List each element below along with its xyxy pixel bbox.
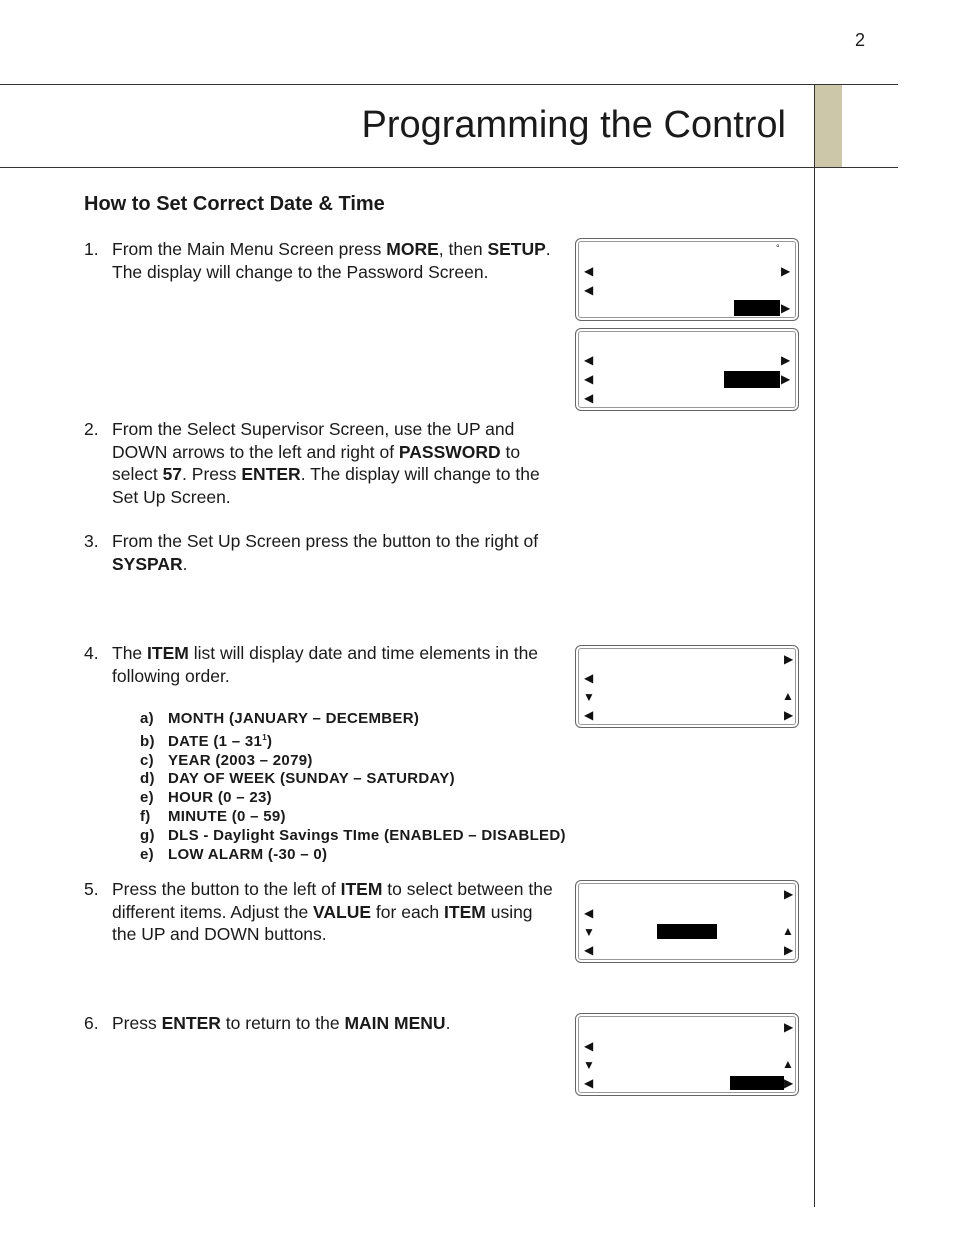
up-arrow-icon: ▲	[782, 689, 794, 703]
highlight-bar	[734, 300, 780, 316]
right-arrow-icon: ▶	[784, 708, 794, 722]
section-tab	[815, 85, 842, 167]
list-item-letter: g)	[140, 826, 155, 844]
section-heading: How to Set Correct Date & Time	[84, 193, 385, 215]
step-bold: ENTER	[241, 464, 301, 484]
step-text: From the Set Up Screen press the button to the right of	[112, 531, 539, 551]
list-item-text: DLS - Daylight Savings TIme (ENABLED – DISABLED)	[168, 826, 566, 844]
lcd-screen-enter	[575, 1013, 799, 1096]
header-bottom-rule	[0, 167, 898, 168]
step-number: 2.	[84, 419, 99, 439]
list-item-letter: d)	[140, 770, 155, 788]
step-text: using the UP and DOWN buttons.	[112, 901, 533, 944]
step-bold: MORE	[386, 239, 439, 259]
list-item	[140, 827, 566, 846]
left-arrow-icon: ◀	[584, 1076, 594, 1090]
left-arrow-icon: ◀	[584, 1039, 594, 1053]
lcd-screen-main-menu	[575, 238, 799, 321]
right-arrow-icon: ▶	[781, 372, 791, 386]
step-text: to select between the different items. Adjust the	[112, 879, 553, 922]
list-item-letter: b)	[140, 732, 155, 750]
step-number: 1.	[84, 239, 99, 259]
list-item-text: MINUTE (0 – 59)	[168, 807, 286, 825]
lcd-screen-item-list	[575, 645, 799, 728]
right-arrow-icon: ▶	[784, 652, 794, 666]
footnote-marker: 1	[262, 732, 267, 742]
right-arrow-icon: ▶	[781, 264, 791, 278]
step-text: , then	[438, 239, 488, 259]
list-item	[140, 789, 566, 808]
step-text: Press the button to the left of	[112, 879, 341, 899]
highlight-bar	[730, 1076, 784, 1090]
list-item-letter: c)	[140, 751, 154, 769]
step-bold: ITEM	[340, 879, 383, 899]
right-arrow-icon: ▶	[784, 887, 794, 901]
step-text: . The display will change to the Set Up Screen.	[112, 464, 540, 507]
page-margin-rule	[814, 85, 815, 1207]
step-text: From the Select Supervisor Screen, use the UP and DOWN arrows to the left and right of	[112, 419, 515, 462]
step-bold: ENTER	[161, 1013, 221, 1033]
step-text: to select	[112, 441, 521, 484]
page-number: 2	[855, 30, 866, 50]
left-arrow-icon: ◀	[584, 283, 594, 297]
list-item	[140, 752, 566, 771]
right-arrow-icon: ▶	[784, 943, 794, 957]
right-arrow-icon: ▶	[784, 1076, 794, 1090]
lcd-screen-item-value	[575, 880, 799, 963]
item-list	[140, 710, 566, 864]
list-item-text: DATE (1 – 31	[168, 732, 263, 750]
page-title: Programming the Control	[361, 104, 786, 146]
left-arrow-icon: ◀	[584, 906, 594, 920]
step-text: to return to the	[220, 1013, 345, 1033]
step-4	[84, 642, 557, 687]
list-item	[140, 846, 566, 865]
header-top-rule	[0, 84, 898, 85]
step-bold: PASSWORD	[398, 441, 501, 462]
highlight-bar	[657, 924, 717, 939]
right-arrow-icon: ▶	[784, 1020, 794, 1034]
step-text: list will display date and time elements in the following order.	[112, 643, 539, 686]
step-text: for each	[371, 901, 445, 922]
step-bold: 57	[162, 464, 183, 484]
list-item	[140, 729, 566, 752]
list-item-text: DAY OF WEEK (SUNDAY – SATURDAY)	[168, 770, 455, 788]
highlight-bar	[724, 371, 780, 388]
step-text: .	[445, 1013, 451, 1033]
step-1	[84, 238, 557, 283]
down-arrow-icon: ▼	[583, 925, 595, 939]
step-text: From the Main Menu Screen press	[112, 239, 387, 259]
degree-icon: °	[776, 243, 780, 253]
left-arrow-icon: ◀	[584, 708, 594, 722]
step-bold: SYSPAR	[112, 553, 183, 574]
step-bold: ITEM	[147, 643, 189, 663]
list-item-text: )	[266, 732, 273, 750]
step-text: The	[112, 643, 148, 663]
left-arrow-icon: ◀	[584, 372, 594, 386]
list-item-letter: f)	[140, 807, 151, 825]
left-arrow-icon: ◀	[584, 391, 594, 405]
step-text: . The display will change to the Password Screen.	[112, 239, 551, 282]
list-item-text: HOUR (0 – 23)	[168, 789, 272, 807]
list-item-letter: e)	[140, 845, 154, 863]
step-text: Press	[112, 1013, 162, 1033]
left-arrow-icon: ◀	[584, 943, 594, 957]
step-text: .	[182, 553, 188, 574]
step-3	[84, 530, 557, 575]
step-number: 4.	[84, 643, 99, 663]
left-arrow-icon: ◀	[584, 264, 594, 278]
lcd-screen-setup	[575, 328, 799, 411]
right-arrow-icon: ▶	[781, 353, 791, 367]
step-number: 6.	[84, 1013, 99, 1033]
up-arrow-icon: ▲	[782, 1057, 794, 1071]
down-arrow-icon: ▼	[583, 690, 595, 704]
step-number: 3.	[84, 531, 99, 551]
step-2	[84, 418, 557, 508]
list-item-text: LOW ALARM (-30 – 0)	[168, 845, 328, 863]
step-bold: MAIN MENU	[344, 1013, 446, 1033]
up-arrow-icon: ▲	[782, 924, 794, 938]
right-arrow-icon: ▶	[781, 301, 791, 315]
list-item-text: YEAR (2003 – 2079)	[168, 751, 313, 769]
step-6	[84, 1012, 557, 1035]
step-bold: ITEM	[444, 901, 486, 922]
step-bold: VALUE	[313, 901, 372, 922]
list-item	[140, 770, 566, 789]
left-arrow-icon: ◀	[584, 353, 594, 367]
list-item	[140, 710, 566, 729]
step-bold: SETUP	[487, 239, 546, 259]
list-item-letter: e)	[140, 789, 154, 807]
list-item-letter: a)	[140, 710, 154, 727]
step-text: . Press	[182, 464, 242, 484]
list-item	[140, 808, 566, 827]
left-arrow-icon: ◀	[584, 671, 594, 685]
step-5	[84, 878, 557, 946]
down-arrow-icon: ▼	[583, 1058, 595, 1072]
step-number: 5.	[84, 879, 99, 899]
list-item-text: MONTH (JANUARY – DECEMBER)	[168, 710, 420, 727]
